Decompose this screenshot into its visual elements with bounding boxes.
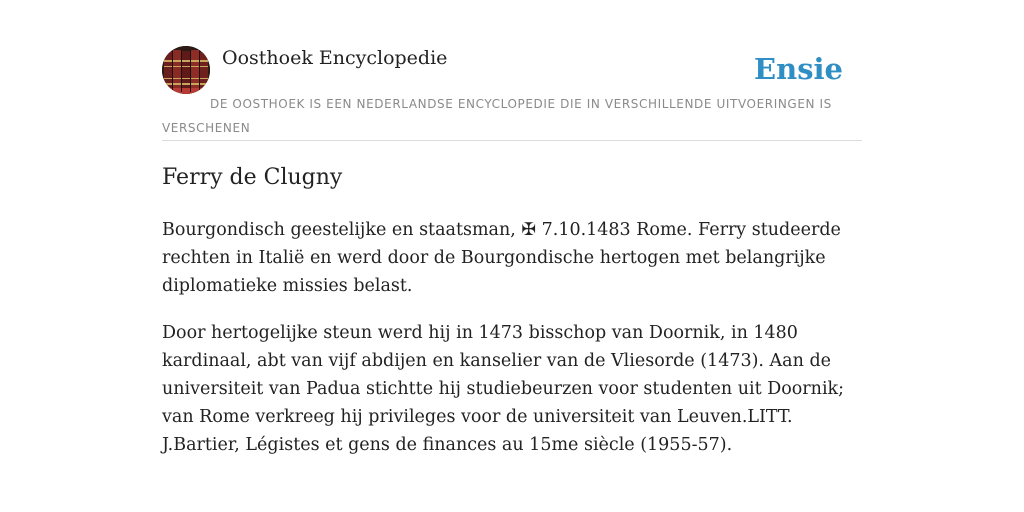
site-tagline: DE OOSTHOEK IS EEN NEDERLANDSE ENCYCLOPEDIE DIE IN VERSCHILLENDE UITVOERINGEN IS VERSCHENEN: [162, 97, 832, 135]
article: [162, 160, 862, 455]
encyclopedia-books-icon[interactable]: [162, 46, 210, 94]
site-header: [162, 46, 862, 141]
ensie-logo-link[interactable]: Ensie: [754, 52, 843, 86]
article-paragraph-1: Bourgondisch geestelijke en staatsman, ✠ 7.10.1483 Rome. Ferry studeerde rechten in Italië en werd door de Bourgondische hertogen met belangrijke diplomatieke missies belast.: [162, 220, 841, 296]
article-paragraph-2: Door hertogelijke steun werd hij in 1473 bisschop van Doornik, in 1480 kardinaal, abt van vijf abdijen en kanselier van de Vliesorde (1473). Aan de universiteit van Padua stichtte hij studiebeurzen voor studenten uit Doornik; van Rome verkreeg hij privileges voor de universiteit van Leuven.LITT. J.Bartier, Légistes et gens de finances au 15me siècle (1955-57).: [162, 323, 845, 455]
article-title: Ferry de Clugny: [162, 165, 343, 190]
site-name[interactable]: Oosthoek Encyclopedie: [222, 47, 448, 69]
